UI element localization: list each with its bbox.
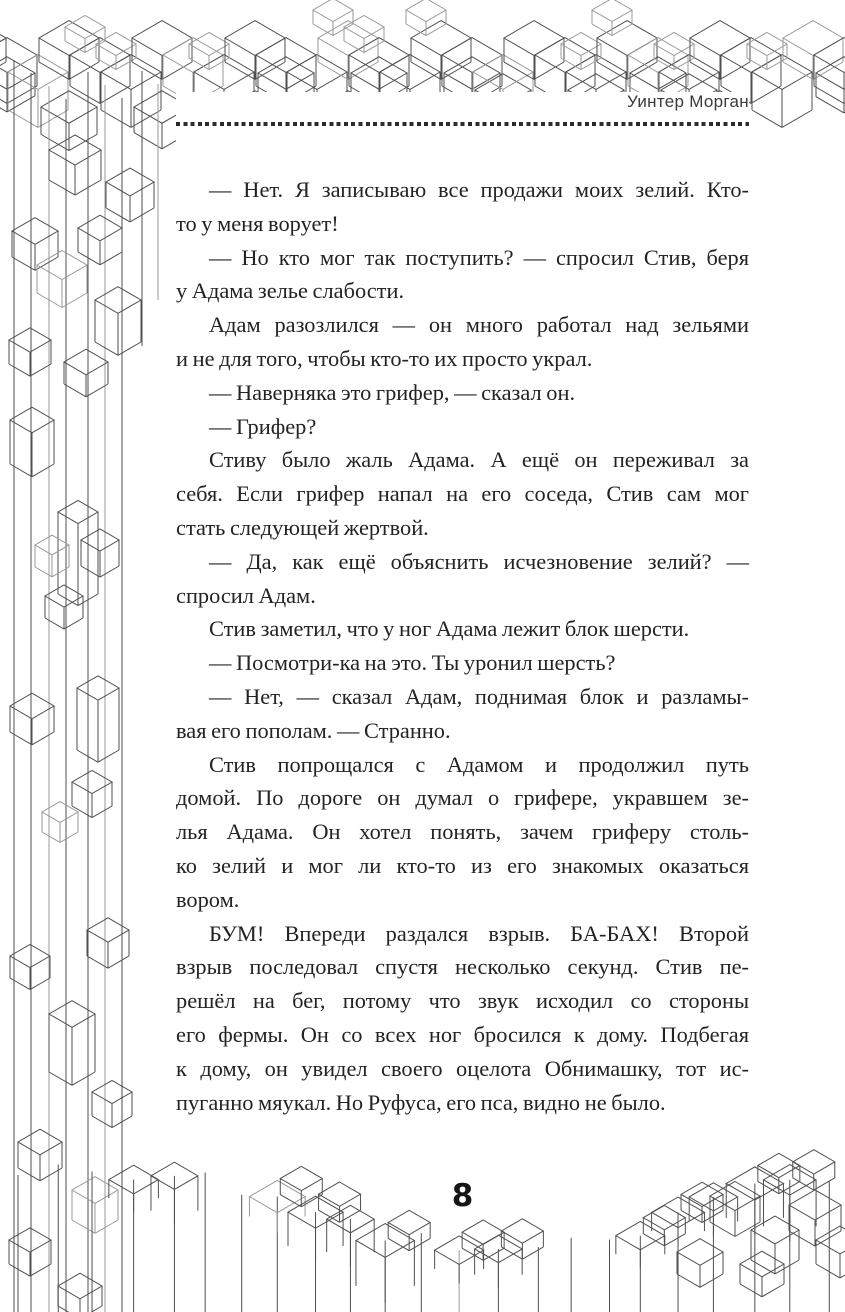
text-line: Стив попрощался с Адамом и продолжил путь bbox=[209, 751, 749, 777]
text-line: решёл на бег, потому что звук исходил со стороны bbox=[176, 988, 749, 1014]
text-line: — Посмотри-ка на это. Ты уронил шерсть? bbox=[209, 650, 616, 676]
text-line: к дому, он увидел своего оцелота Обнимашку, тот ис- bbox=[176, 1055, 749, 1081]
text-line: — Нет. Я записываю все продажи моих зелий. Кто- bbox=[209, 177, 749, 202]
page-number: 8 bbox=[451, 1178, 474, 1214]
text-line: — Да, как ещё объяснить исчезновение зелий? — bbox=[209, 548, 749, 574]
text-line: спросил Адам. bbox=[176, 582, 316, 608]
running-header: Уинтер Морган bbox=[627, 92, 749, 111]
text-line: себя. Если грифер напал на его соседа, Стив сам мог bbox=[176, 481, 749, 507]
text-line: его фермы. Он со всех ног бросился к дому. Подбегая bbox=[176, 1021, 749, 1047]
text-line: лья Адама. Он хотел понять, зачем гриферу столь- bbox=[176, 819, 749, 845]
text-line: — Наверняка это грифер, — сказал он. bbox=[209, 379, 576, 405]
text-body bbox=[176, 173, 749, 1119]
text-line: пуганно мяукал. Но Руфуса, его пса, видно не было. bbox=[176, 1089, 666, 1115]
text-line: Стиву было жаль Адама. А ещё он переживал за bbox=[209, 447, 749, 473]
page bbox=[176, 92, 749, 1119]
text-line: — Грифер? bbox=[209, 413, 317, 439]
text-line: взрыв последовал спустя несколько секунд. Стив пе- bbox=[176, 954, 749, 980]
text-line: вором. bbox=[176, 886, 240, 912]
text-line: домой. По дороге он думал о грифере, укравшем зе- bbox=[176, 785, 749, 811]
text-line: то у меня ворует! bbox=[176, 210, 339, 236]
text-line: Стив заметил, что у ног Адама лежит блок шерсти. bbox=[209, 616, 690, 642]
text-line: у Адама зелье слабости. bbox=[176, 278, 405, 304]
text-line: ко зелий и мог ли кто-то из его знакомых оказаться bbox=[176, 852, 749, 878]
text-line: БУМ! Впереди раздался взрыв. БА-БАХ! Второй bbox=[209, 920, 749, 946]
text-line: — Но кто мог так поступить? — спросил Стив, беря bbox=[209, 244, 749, 270]
text-line: Адам разозлился — он много работал над зельями bbox=[209, 312, 749, 338]
text-line: вая его пополам. — Странно. bbox=[176, 717, 451, 743]
dotted-divider bbox=[176, 122, 749, 126]
text-line: стать следующей жертвой. bbox=[176, 514, 429, 540]
text-line: — Нет, — сказал Адам, поднимая блок и разламы- bbox=[209, 683, 749, 709]
text-line: и не для того, чтобы кто-то их просто украл. bbox=[176, 345, 593, 371]
